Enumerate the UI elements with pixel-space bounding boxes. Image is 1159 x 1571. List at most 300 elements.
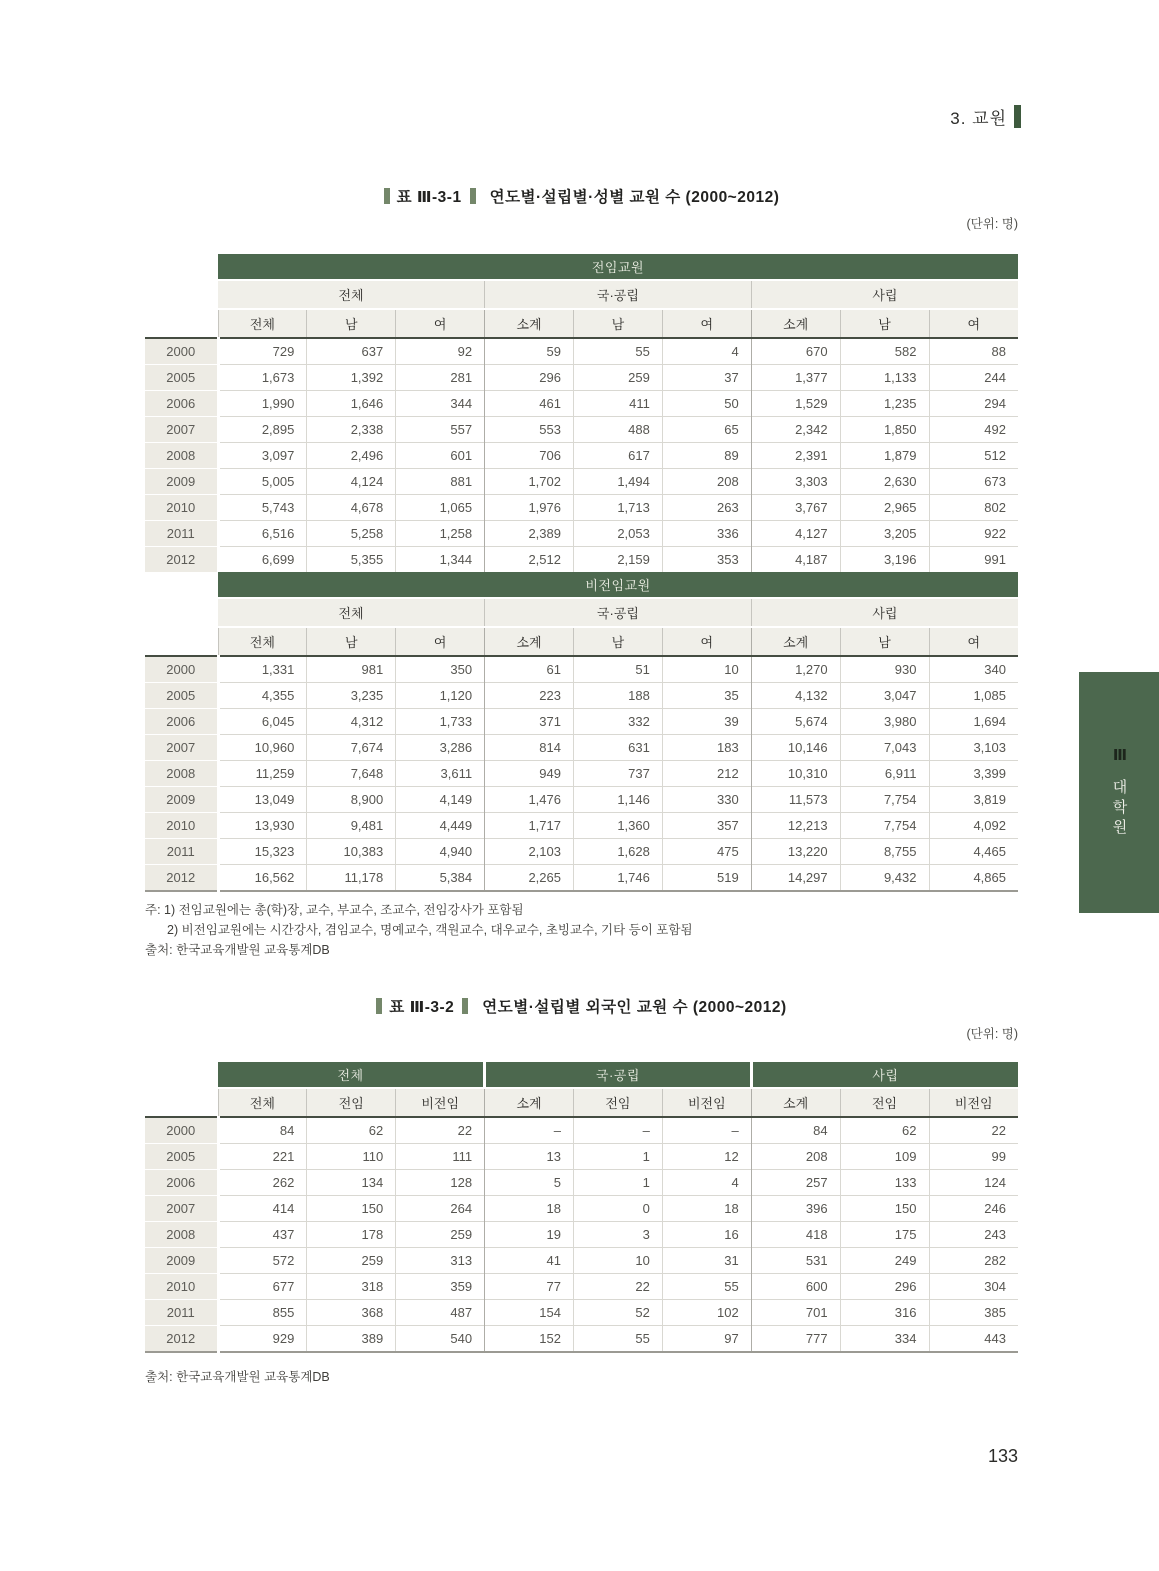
table-row <box>145 521 1018 547</box>
value-cell: 701 <box>751 1300 840 1326</box>
year-cell: 2005 <box>145 1144 218 1170</box>
value-cell: 1,702 <box>485 469 574 495</box>
value-cell: 371 <box>485 709 574 735</box>
table-row <box>145 656 1018 683</box>
table-row <box>145 1248 1018 1274</box>
value-cell: 102 <box>662 1300 751 1326</box>
value-cell: 6,699 <box>218 547 307 573</box>
value-cell: 487 <box>396 1300 485 1326</box>
value-cell: 1,270 <box>751 656 840 683</box>
value-cell: 37 <box>662 365 751 391</box>
value-cell: 3,103 <box>929 735 1018 761</box>
value-cell: 13,930 <box>218 813 307 839</box>
value-cell: 1,850 <box>840 417 929 443</box>
value-cell: 729 <box>218 338 307 365</box>
group-header: 전체 <box>218 280 485 309</box>
value-cell: 1,235 <box>840 391 929 417</box>
value-cell: 84 <box>751 1117 840 1144</box>
value-cell: 259 <box>307 1248 396 1274</box>
value-cell: 188 <box>574 683 663 709</box>
table-1-caption-title: 연도별·설립별·성별 교원 수 (2000~2012) <box>489 189 780 206</box>
value-cell: 1,990 <box>218 391 307 417</box>
value-cell: 1,733 <box>396 709 485 735</box>
value-cell: 3,097 <box>218 443 307 469</box>
value-cell: 97 <box>662 1326 751 1353</box>
value-cell: 55 <box>574 338 663 365</box>
value-cell: 9,432 <box>840 865 929 892</box>
column-header: 소계 <box>751 1088 840 1117</box>
value-cell: 443 <box>929 1326 1018 1353</box>
year-cell: 2006 <box>145 709 218 735</box>
value-cell: 1,646 <box>307 391 396 417</box>
value-cell: 19 <box>485 1222 574 1248</box>
value-cell: 281 <box>396 365 485 391</box>
table-row <box>145 787 1018 813</box>
column-header: 남 <box>840 627 929 656</box>
value-cell: 991 <box>929 547 1018 573</box>
value-cell: 259 <box>396 1222 485 1248</box>
value-cell: 243 <box>929 1222 1018 1248</box>
value-cell: 1,879 <box>840 443 929 469</box>
column-header: 전체 <box>218 1088 307 1117</box>
value-cell: 737 <box>574 761 663 787</box>
value-cell: 4 <box>662 338 751 365</box>
column-header: 여 <box>662 309 751 338</box>
value-cell: 777 <box>751 1326 840 1353</box>
value-cell: 582 <box>840 338 929 365</box>
value-cell: 572 <box>218 1248 307 1274</box>
value-cell: 949 <box>485 761 574 787</box>
year-cell: 2006 <box>145 1170 218 1196</box>
table-row <box>145 1326 1018 1353</box>
value-cell: 2,512 <box>485 547 574 573</box>
table-2-block <box>145 996 1018 1385</box>
value-cell: 922 <box>929 521 1018 547</box>
value-cell: 1,392 <box>307 365 396 391</box>
year-cell: 2000 <box>145 656 218 683</box>
table-foreign-faculty-by-year-type <box>145 1062 1018 1353</box>
column-header: 남 <box>574 627 663 656</box>
value-cell: 15,323 <box>218 839 307 865</box>
value-cell: 4,149 <box>396 787 485 813</box>
value-cell: 396 <box>751 1196 840 1222</box>
value-cell: 6,516 <box>218 521 307 547</box>
table-row <box>145 1222 1018 1248</box>
value-cell: 259 <box>574 365 663 391</box>
group-header: 전체 <box>218 598 485 627</box>
chapter-tab-label: 대학원 <box>1110 779 1128 839</box>
value-cell: 330 <box>662 787 751 813</box>
caption-marker-icon <box>470 188 476 204</box>
value-cell: 41 <box>485 1248 574 1274</box>
value-cell: 4,312 <box>307 709 396 735</box>
table-row <box>145 839 1018 865</box>
value-cell: 52 <box>574 1300 663 1326</box>
year-cell: 2007 <box>145 1196 218 1222</box>
year-cell: 2010 <box>145 1274 218 1300</box>
value-cell: 31 <box>662 1248 751 1274</box>
value-cell: 802 <box>929 495 1018 521</box>
value-cell: 175 <box>840 1222 929 1248</box>
value-cell: 304 <box>929 1274 1018 1300</box>
value-cell: 7,674 <box>307 735 396 761</box>
value-cell: 4,678 <box>307 495 396 521</box>
value-cell: 357 <box>662 813 751 839</box>
section-title: 전임교원 <box>218 254 1018 280</box>
value-cell: 706 <box>485 443 574 469</box>
table-row <box>145 365 1018 391</box>
column-header: 여 <box>396 627 485 656</box>
value-cell: 22 <box>929 1117 1018 1144</box>
value-cell: 350 <box>396 656 485 683</box>
header-accent-bar <box>1014 105 1021 128</box>
value-cell: 51 <box>574 656 663 683</box>
value-cell: 353 <box>662 547 751 573</box>
year-cell: 2012 <box>145 547 218 573</box>
year-cell: 2007 <box>145 417 218 443</box>
value-cell: 1,673 <box>218 365 307 391</box>
value-cell: 334 <box>840 1326 929 1353</box>
value-cell: 2,965 <box>840 495 929 521</box>
value-cell: 16,562 <box>218 865 307 892</box>
value-cell: 128 <box>396 1170 485 1196</box>
year-cell: 2008 <box>145 1222 218 1248</box>
value-cell: 637 <box>307 338 396 365</box>
value-cell: 557 <box>396 417 485 443</box>
column-header: 남 <box>574 309 663 338</box>
value-cell: 2,265 <box>485 865 574 892</box>
value-cell: 35 <box>662 683 751 709</box>
value-cell: 2,895 <box>218 417 307 443</box>
group-header: 사립 <box>751 1062 1018 1088</box>
value-cell: 1,713 <box>574 495 663 521</box>
value-cell: 437 <box>218 1222 307 1248</box>
year-cell: 2010 <box>145 813 218 839</box>
value-cell: 88 <box>929 338 1018 365</box>
value-cell: 5,384 <box>396 865 485 892</box>
group-header: 전체 <box>218 1062 485 1088</box>
year-cell: 2012 <box>145 865 218 892</box>
group-header: 국·공립 <box>485 280 752 309</box>
value-cell: 13,049 <box>218 787 307 813</box>
value-cell: 5,005 <box>218 469 307 495</box>
column-header: 전임 <box>307 1088 396 1117</box>
value-cell: 12 <box>662 1144 751 1170</box>
value-cell: 89 <box>662 443 751 469</box>
column-header: 전체 <box>218 309 307 338</box>
value-cell: 11,573 <box>751 787 840 813</box>
value-cell: 488 <box>574 417 663 443</box>
value-cell: 673 <box>929 469 1018 495</box>
footnote-1: 주: 1) 전임교원에는 총(학)장, 교수, 부교수, 조교수, 전임강사가 포함됨 <box>145 903 524 917</box>
value-cell: 3,286 <box>396 735 485 761</box>
table-row <box>145 735 1018 761</box>
value-cell: 246 <box>929 1196 1018 1222</box>
column-header: 여 <box>662 627 751 656</box>
value-cell: 10,146 <box>751 735 840 761</box>
value-cell: 13 <box>485 1144 574 1170</box>
value-cell: 5,355 <box>307 547 396 573</box>
year-cell: 2006 <box>145 391 218 417</box>
group-header: 사립 <box>751 280 1018 309</box>
value-cell: 154 <box>485 1300 574 1326</box>
value-cell: 84 <box>218 1117 307 1144</box>
running-head <box>950 104 1021 129</box>
value-cell: 617 <box>574 443 663 469</box>
value-cell: 1,258 <box>396 521 485 547</box>
table-2-unit-note: (단위: 명) <box>966 1027 1018 1041</box>
column-header: 소계 <box>751 309 840 338</box>
value-cell: 61 <box>485 656 574 683</box>
column-header: 남 <box>840 309 929 338</box>
value-cell: 1,377 <box>751 365 840 391</box>
value-cell: 2,342 <box>751 417 840 443</box>
year-cell: 2008 <box>145 443 218 469</box>
value-cell: 111 <box>396 1144 485 1170</box>
value-cell: 2,391 <box>751 443 840 469</box>
value-cell: 1,331 <box>218 656 307 683</box>
table-1-unit-note: (단위: 명) <box>966 217 1018 231</box>
value-cell: 1,120 <box>396 683 485 709</box>
year-cell: 2010 <box>145 495 218 521</box>
value-cell: 1,529 <box>751 391 840 417</box>
table-2-caption <box>145 996 1018 1020</box>
value-cell: 2,338 <box>307 417 396 443</box>
value-cell: 3,235 <box>307 683 396 709</box>
year-cell: 2011 <box>145 1300 218 1326</box>
value-cell: 11,259 <box>218 761 307 787</box>
year-cell: 2000 <box>145 1117 218 1144</box>
value-cell: 264 <box>396 1196 485 1222</box>
column-header: 전임 <box>574 1088 663 1117</box>
value-cell: 16 <box>662 1222 751 1248</box>
table-row <box>145 547 1018 573</box>
value-cell: – <box>485 1117 574 1144</box>
value-cell: 249 <box>840 1248 929 1274</box>
column-header: 비전임 <box>662 1088 751 1117</box>
value-cell: 359 <box>396 1274 485 1300</box>
year-cell: 2005 <box>145 365 218 391</box>
value-cell: 1,494 <box>574 469 663 495</box>
value-cell: 677 <box>218 1274 307 1300</box>
value-cell: 14,297 <box>751 865 840 892</box>
value-cell: 18 <box>485 1196 574 1222</box>
value-cell: 208 <box>751 1144 840 1170</box>
value-cell: 3,205 <box>840 521 929 547</box>
value-cell: 10 <box>662 656 751 683</box>
value-cell: 296 <box>840 1274 929 1300</box>
table-row <box>145 1144 1018 1170</box>
year-cell: 2012 <box>145 1326 218 1353</box>
column-header: 남 <box>307 309 396 338</box>
table-1-block <box>145 186 1018 960</box>
year-cell: 2011 <box>145 839 218 865</box>
column-header: 여 <box>929 309 1018 338</box>
value-cell: 3 <box>574 1222 663 1248</box>
table-row <box>145 1300 1018 1326</box>
value-cell: 316 <box>840 1300 929 1326</box>
column-header: 전임 <box>840 1088 929 1117</box>
column-header: 비전임 <box>396 1088 485 1117</box>
value-cell: 512 <box>929 443 1018 469</box>
column-header: 소계 <box>485 309 574 338</box>
value-cell: 178 <box>307 1222 396 1248</box>
value-cell: 7,648 <box>307 761 396 787</box>
value-cell: 92 <box>396 338 485 365</box>
value-cell: 3,047 <box>840 683 929 709</box>
table-row <box>145 709 1018 735</box>
footnote-2: 2) 비전임교원에는 시간강사, 겸임교수, 명예교수, 객원교수, 대우교수, 초빙교수, 기타 등이 포함됨 <box>167 922 693 937</box>
value-cell: 3,196 <box>840 547 929 573</box>
value-cell: 10,383 <box>307 839 396 865</box>
value-cell: 263 <box>662 495 751 521</box>
group-header: 사립 <box>751 598 1018 627</box>
section-title: 비전임교원 <box>218 572 1018 598</box>
table-2-caption-label: 표 Ⅲ-3-2 <box>389 999 455 1016</box>
value-cell: 39 <box>662 709 751 735</box>
value-cell: 110 <box>307 1144 396 1170</box>
value-cell: 11,178 <box>307 865 396 892</box>
value-cell: 50 <box>662 391 751 417</box>
value-cell: 77 <box>485 1274 574 1300</box>
table-row <box>145 1170 1018 1196</box>
value-cell: 340 <box>929 656 1018 683</box>
value-cell: 55 <box>574 1326 663 1353</box>
caption-marker-icon <box>462 998 468 1014</box>
value-cell: 930 <box>840 656 929 683</box>
year-cell: 2009 <box>145 787 218 813</box>
value-cell: 22 <box>396 1117 485 1144</box>
table-row <box>145 443 1018 469</box>
value-cell: 4,124 <box>307 469 396 495</box>
chapter-tab-graduate-school <box>1079 672 1159 913</box>
column-header: 비전임 <box>929 1088 1018 1117</box>
value-cell: 212 <box>662 761 751 787</box>
column-header: 소계 <box>751 627 840 656</box>
value-cell: 4,865 <box>929 865 1018 892</box>
value-cell: 5,674 <box>751 709 840 735</box>
value-cell: 62 <box>307 1117 396 1144</box>
value-cell: 1,146 <box>574 787 663 813</box>
column-header: 여 <box>929 627 1018 656</box>
year-cell: 2005 <box>145 683 218 709</box>
value-cell: 3,819 <box>929 787 1018 813</box>
value-cell: 1,694 <box>929 709 1018 735</box>
value-cell: 492 <box>929 417 1018 443</box>
value-cell: 981 <box>307 656 396 683</box>
caption-marker-icon <box>384 188 390 204</box>
value-cell: 10 <box>574 1248 663 1274</box>
value-cell: 332 <box>574 709 663 735</box>
value-cell: 262 <box>218 1170 307 1196</box>
value-cell: 3,767 <box>751 495 840 521</box>
table-row <box>145 469 1018 495</box>
year-cell: 2009 <box>145 469 218 495</box>
value-cell: 631 <box>574 735 663 761</box>
value-cell: 929 <box>218 1326 307 1353</box>
value-cell: 2,389 <box>485 521 574 547</box>
value-cell: 553 <box>485 417 574 443</box>
value-cell: 1 <box>574 1170 663 1196</box>
value-cell: 133 <box>840 1170 929 1196</box>
value-cell: 4,187 <box>751 547 840 573</box>
value-cell: 244 <box>929 365 1018 391</box>
table-row <box>145 1274 1018 1300</box>
table-2-source: 출처: 한국교육개발원 교육통계DB <box>145 1370 330 1384</box>
value-cell: 3,611 <box>396 761 485 787</box>
value-cell: 13,220 <box>751 839 840 865</box>
value-cell: – <box>662 1117 751 1144</box>
value-cell: 855 <box>218 1300 307 1326</box>
value-cell: 7,754 <box>840 813 929 839</box>
value-cell: 4,127 <box>751 521 840 547</box>
value-cell: 7,754 <box>840 787 929 813</box>
table-2-caption-title: 연도별·설립별 외국인 교원 수 (2000~2012) <box>482 999 787 1016</box>
value-cell: 389 <box>307 1326 396 1353</box>
table-row <box>145 417 1018 443</box>
value-cell: 313 <box>396 1248 485 1274</box>
table-1-footnotes <box>145 901 1018 960</box>
value-cell: 2,159 <box>574 547 663 573</box>
value-cell: 1,476 <box>485 787 574 813</box>
value-cell: 540 <box>396 1326 485 1353</box>
value-cell: 1,628 <box>574 839 663 865</box>
value-cell: 2,630 <box>840 469 929 495</box>
value-cell: 150 <box>307 1196 396 1222</box>
value-cell: 318 <box>307 1274 396 1300</box>
column-header: 소계 <box>485 1088 574 1117</box>
value-cell: 344 <box>396 391 485 417</box>
value-cell: 670 <box>751 338 840 365</box>
value-cell: 5,258 <box>307 521 396 547</box>
value-cell: 5,743 <box>218 495 307 521</box>
value-cell: – <box>574 1117 663 1144</box>
caption-marker-icon <box>376 998 382 1014</box>
table-row <box>145 338 1018 365</box>
value-cell: 8,755 <box>840 839 929 865</box>
table-1-source: 출처: 한국교육개발원 교육통계DB <box>145 942 330 957</box>
value-cell: 531 <box>751 1248 840 1274</box>
value-cell: 99 <box>929 1144 1018 1170</box>
value-cell: 336 <box>662 521 751 547</box>
table-row <box>145 865 1018 892</box>
year-cell: 2008 <box>145 761 218 787</box>
value-cell: 6,911 <box>840 761 929 787</box>
value-cell: 2,496 <box>307 443 396 469</box>
column-header: 여 <box>396 309 485 338</box>
table-row <box>145 761 1018 787</box>
value-cell: 418 <box>751 1222 840 1248</box>
page-number: 133 <box>988 1446 1019 1466</box>
value-cell: 1,746 <box>574 865 663 892</box>
value-cell: 2,103 <box>485 839 574 865</box>
value-cell: 8,900 <box>307 787 396 813</box>
value-cell: 59 <box>485 338 574 365</box>
value-cell: 257 <box>751 1170 840 1196</box>
value-cell: 1,976 <box>485 495 574 521</box>
table-row <box>145 495 1018 521</box>
value-cell: 10,960 <box>218 735 307 761</box>
value-cell: 414 <box>218 1196 307 1222</box>
value-cell: 4,940 <box>396 839 485 865</box>
value-cell: 1,360 <box>574 813 663 839</box>
value-cell: 461 <box>485 391 574 417</box>
value-cell: 600 <box>751 1274 840 1300</box>
value-cell: 3,303 <box>751 469 840 495</box>
value-cell: 814 <box>485 735 574 761</box>
table-1-caption <box>145 186 1018 210</box>
value-cell: 55 <box>662 1274 751 1300</box>
